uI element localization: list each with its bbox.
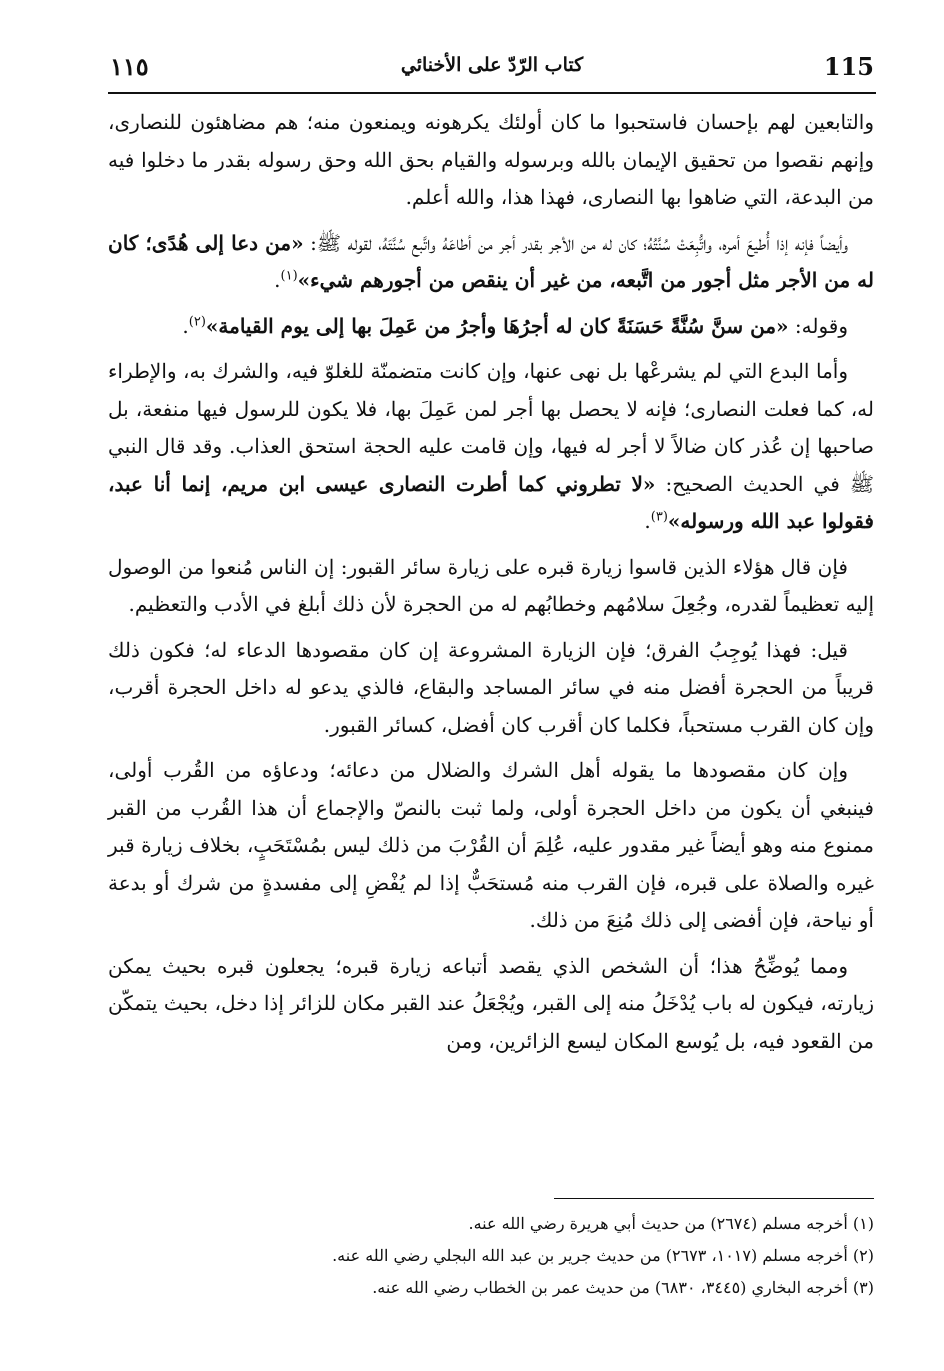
hadith-quote: «لا تطروني كما أطرت النصارى عيسى ابن مريم، إنما أنا عبد، فقولوا عبد الله ورسوله» [108,471,874,533]
text-run: . [274,268,281,292]
text-run: ومما يُوضِّحُ هذا؛ أن الشخص الذي يقصد أتباعه زيارة قبره؛ يجعلون قبره بحيث يمكن زيارته، فيكون له باب يُدْخَلُ منه إلى القبر، ويُجْعَلُ عند القبر مكان للزائر إذا دخل، بحيث يتمكّن من القعود فيه، بل يُوسع المكان ليسع الزائرين، ومن [108,953,874,1053]
footnote: (٢) أخرجه مسلم (١٠١٧، ٢٦٧٣) من حديث جرير بن عبد الله البجلي رضي الله عنه. [332,1246,874,1265]
footnotes [108,1208,874,1304]
paragraph [108,353,874,541]
text-run: . [644,509,651,533]
paragraph [108,308,874,346]
footnote: (٣) أخرجه البخاري (٣٤٤٥، ٦٨٣٠) من حديث عمر بن الخطاب رضي الله عنه. [372,1278,874,1297]
page-number-arabic: ١١٥ [110,52,149,81]
text-run: . [182,313,189,338]
paragraph [108,549,874,624]
text-run: وقوله: [788,313,848,338]
page-number-latin: 115 [823,52,874,81]
header-divider [108,92,876,94]
text-run: والتابعين لهم بإحسان فاستحبوا ما كان أولئك يكرهونه ويمنعون منه؛ هم مضاهئون للنصارى، وإنهم نقصوا من تحقيق الإيمان بالله وبرسوله والقيام بحق الله وحق رسوله بقدر ما دخلوا فيه من البدعة، التي ضاهوا بها النصارى، فهذا هذا، والله أعلم. [108,110,874,209]
running-title: كتاب الرّدّ على الأخنائي [400,54,584,76]
text-run: وأما البدع التي لم يشرعْها بل نهى عنها، وإن كانت متضمنّة للغلوّ فيه، والشرك به، والإطراء له، كما فعلت النصارى؛ فإنه لا يحصل بها أجر لمن عَمِلَ بها، فلا يكون للرسول فيها منفعة، بل صاحبها إن عُذر كان ضالاً لا أجر له فيها، وإن قامت عليه الحجة استحق العذاب. وقد قال النبي ﷺ في الحديث الصحيح: [108,359,874,496]
footnote-ref: (٢) [188,313,206,329]
text-run: وأيضاً فإنه إذا أُطيعَ أمره، واتُّبِعَتْ سُنَّتُهُ؛ كان له من الأجر بقدر أجر من أطاعَهُ واتَّبع سُنَّتَهُ، لقوله ﷺ: [303,230,849,255]
main-text [108,104,874,1068]
paragraph [108,948,874,1061]
hadith-quote: «من دعا إلى هُدًى؛ كان له من الأجر مثل أجور من اتَّبعه، من غير أن ينقص من أجورهم شيء» [108,230,874,292]
footnote-ref: (١) [280,268,298,284]
text-run: فإن قال هؤلاء الذين قاسوا زيارة قبره على زيارة سائر القبور: إن الناس مُنعوا من الوصول إليه تعظيماً لقدره، وجُعِلَ سلامُهم وخطابُهم له من الحجرة لأن ذلك أبلغ في الأدب والتعظيم. [108,554,874,616]
text-run: وإن كان مقصودها ما يقوله أهل الشرك والضلال من دعائه؛ ودعاؤه من القُرب أولى، فينبغي أن يكون من داخل الحجرة أولى، ولما ثبت بالنصّ والإجماع أن هذا القُرب من القبر ممنوع منه وهو أيضاً غير مقدور عليه، عُلِمَ أن القُرْبَ من ذلك ليس بمُسْتَحَبٍ، بخلاف زيارة قبر غيره والصلاة على قبره، فإن القرب منه مُستحَبٌّ إذا لم يُفْضِ إلى مفسدةٍ من شرك أو بدعة أو نياحة، فإن أفضى إلى ذلك مُنِعَ من ذلك. [108,758,874,932]
hadith-quote: «من سنَّ سُنَّةً حَسَنَةً كان له أجرُهَا وأجرُ من عَمِلَ بها إلى يوم القيامة» [205,313,789,338]
footnote-ref: (٣) [650,509,668,525]
paragraph [108,752,874,940]
paragraph [108,104,874,217]
paragraph [108,632,874,745]
footnote: (١) أخرجه مسلم (٢٦٧٤) من حديث أبي هريرة رضي الله عنه. [468,1214,874,1233]
text-run: قيل: فهذا يُوجِبُ الفرق؛ فإن الزيارة المشروعة إن كان مقصودها الدعاء له؛ فكون ذلك قريباً من الحجرة أفضل منه في سائر المساجد والبقاع، فالذي يدعو له داخل الحجرة أقرب، وإن كان القرب مستحباً، فكلما كان أقرب كان أفضل، كسائر القبور. [108,637,874,737]
footnote-divider [554,1198,874,1199]
paragraph [108,225,874,300]
page-header [110,50,874,90]
